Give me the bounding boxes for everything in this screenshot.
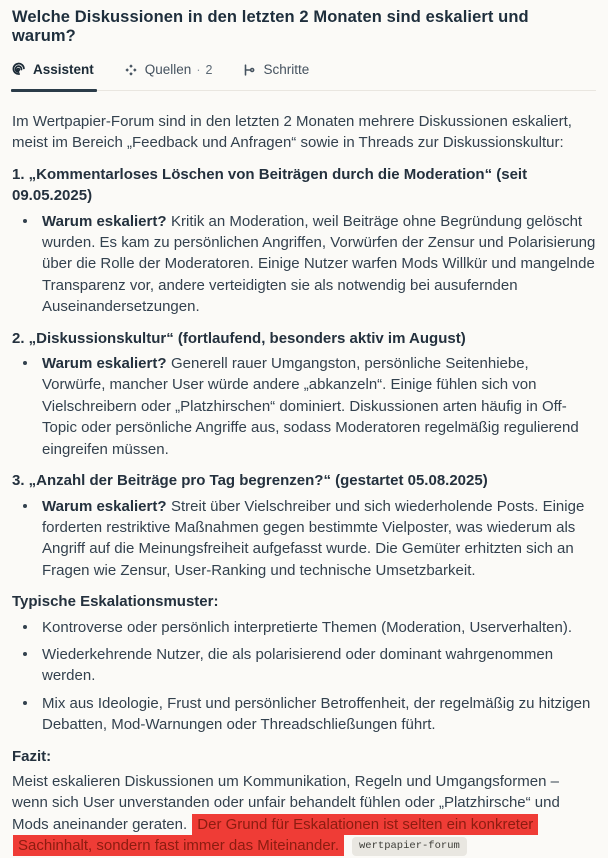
conclusion-paragraph	[12, 771, 596, 858]
list-item	[12, 496, 596, 582]
tab-label: Quellen	[144, 62, 192, 77]
patterns-list	[12, 617, 596, 736]
bullet-text: Streit über Vielschreiber und sich wiederholende Posts. Einige forderten restriktive Maßnahmen gegen bestimmte Vielposter, was wiederum als Angriff auf die Meinungsfreiheit aufgefasst wurde. Die Gemüter erhitzten sich an Fragen wie Zensur, User-Ranking und technische Umsetzbarkeit.	[42, 497, 585, 579]
page-title: Welche Diskussionen in den letzten 2 Monaten sind eskaliert und warum?	[12, 8, 529, 45]
steps-branch-icon	[242, 63, 256, 77]
tab-quellen[interactable]	[124, 62, 213, 90]
conclusion-heading: Fazit:	[12, 747, 52, 765]
tab-schritte[interactable]	[242, 62, 309, 90]
bullet-lead: Warum eskaliert?	[42, 355, 167, 373]
section-3-heading: 3. „Anzahl der Beiträge pro Tag begrenzen?“ (gestartet 05.08.2025)	[12, 472, 488, 490]
tab-assistent[interactable]	[12, 62, 94, 90]
bullet-lead: Warum eskaliert?	[42, 497, 167, 515]
tab-count: 2	[205, 62, 213, 77]
list-item: Mix aus Ideologie, Frust und persönlicher Betroffenheit, der regelmäßig zu hitzigen Debatten, Mod-Warnungen oder Threadschließungen führt.	[12, 693, 596, 736]
highlighted-sentence: Der Grund für Eskalationen ist selten ein konkreter Sachinhalt, sondern fast immer das Miteinander.	[13, 814, 538, 856]
tab-count-separator: ·	[196, 62, 201, 77]
bullet-lead: Warum eskaliert?	[42, 212, 167, 230]
patterns-heading: Typische Eskalationsmuster:	[12, 593, 219, 611]
section-1-heading: 1. „Kommentarloses Löschen von Beiträgen durch die Moderation“ (seit 09.05.2025)	[12, 165, 528, 205]
assistant-answer	[12, 91, 596, 858]
source-badge[interactable]: wertpapier-forum	[352, 837, 467, 856]
tab-bar	[12, 62, 596, 91]
intro-paragraph: Im Wertpapier-Forum sind in den letzten 2 Monaten mehrere Diskussionen eskaliert, meist im Bereich „Feedback und Anfragen“ sowie in Threads zur Diskussionskultur:	[12, 113, 572, 152]
list-item	[12, 211, 596, 318]
section-2-heading: 2. „Diskussionskultur“ (fortlaufend, besonders aktiv im August)	[12, 329, 466, 347]
list-item: Kontroverse oder persönlich interpretierte Themen (Moderation, Userverhalten).	[12, 617, 596, 638]
tab-label: Schritte	[263, 62, 310, 77]
sources-icon	[124, 63, 138, 77]
section-2-list	[12, 353, 596, 460]
bullet-text: Generell rauer Umgangston, persönliche Seitenhiebe, Vorwürfe, mancher User würde andere „abkanzeln“. Einige fühlen sich von Vielschreibern oder „Platzhirschen“ dominiert. Diskussionen arten häufig in Off-Topic oder persönliche Angriffe aus, sodass Moderatoren regelmäßig regulierend eingreifen müssen.	[42, 355, 579, 458]
tab-label: Assistent	[33, 62, 94, 77]
list-item: Wiederkehrende Nutzer, die als polarisierend oder dominant wahrgenommen werden.	[12, 644, 596, 687]
bullet-text: Kritik an Moderation, weil Beiträge ohne Begründung gelöscht wurden. Es kam zu persönlichen Angriffen, Vorwürfen der Zensur und Polarisierung über die Rolle der Moderatoren. Einige Nutzer warfen Mods Willkür und mangelnde Transparenz vor, andere verteidigten sie als notwendig bei ausufernden Auseinandersetzungen.	[42, 212, 596, 316]
list-item	[12, 353, 596, 460]
section-1-list	[12, 211, 596, 318]
conclusion-text: Meist eskalieren Diskussionen um Kommunikation, Regeln und Umgangsformen – wenn sich User unverstanden oder unfair behandelt fühlen oder „Platzhirsche“ und Mods aneinander geraten.	[12, 772, 560, 833]
assistant-swirl-icon	[12, 63, 26, 77]
section-3-list	[12, 496, 596, 582]
